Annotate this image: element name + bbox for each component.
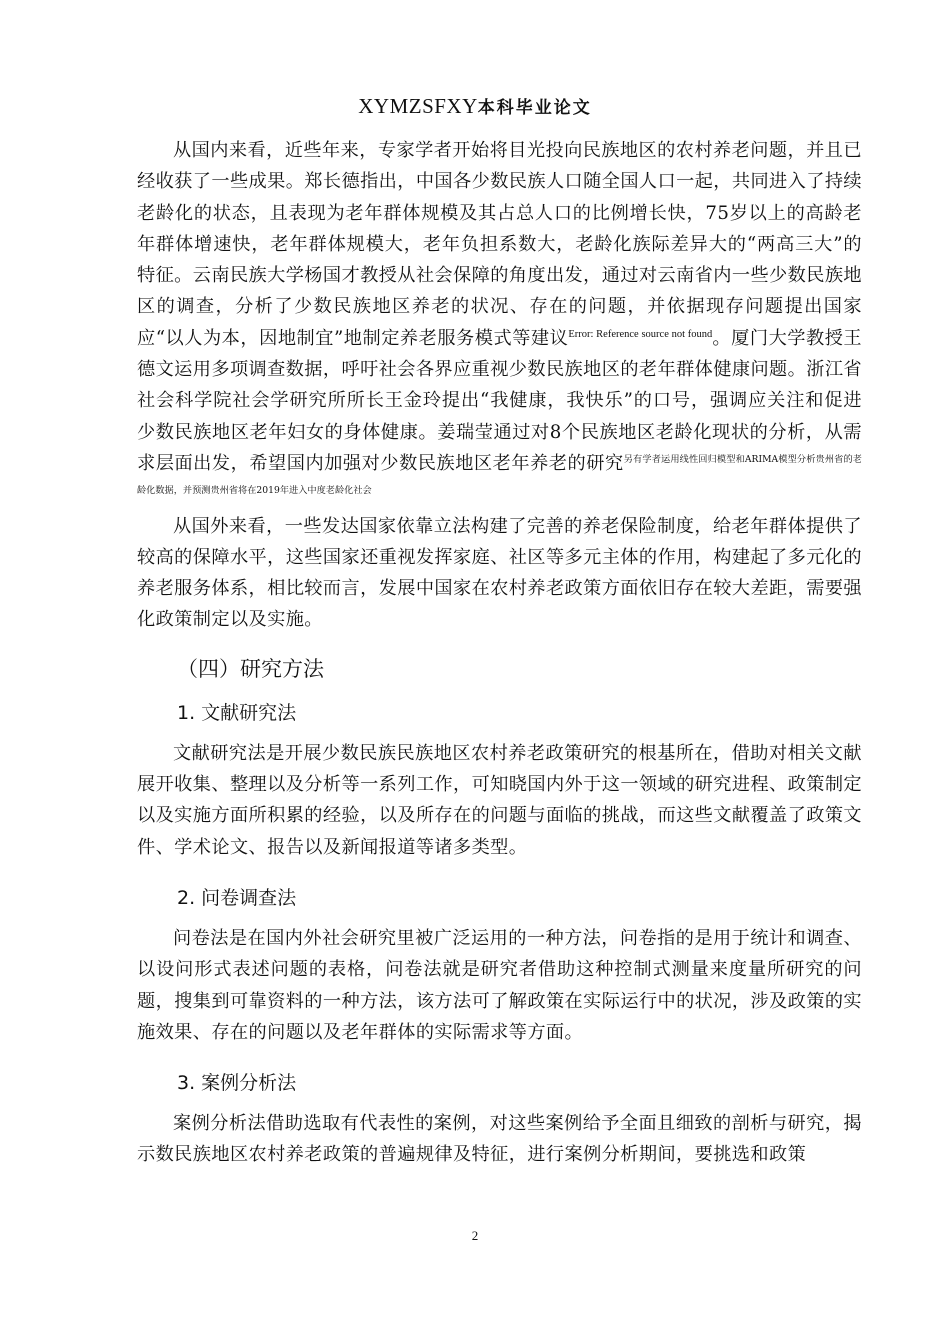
paragraph-domestic-research — [137, 135, 862, 511]
header-title: 本科毕业论文 — [477, 98, 592, 118]
header-code: XYMZSFXY — [358, 94, 478, 118]
subheading-case-analysis-method: 3. 案例分析法 — [177, 1072, 297, 1095]
body-text — [137, 135, 862, 1171]
inline-footnote: 另有学者运用线性回归模型和ARIMA模型分析贵州省的老龄化数据，并预测贵州省将在2019年进入中度老龄化社会 — [137, 453, 862, 497]
subheading-literature-method: 1. 文献研究法 — [177, 701, 297, 724]
page-number: 2 — [471, 1228, 479, 1243]
paragraph-text: 从国内来看，近些年来，专家学者开始将目光投向民族地区的农村养老问题，并且已经收获了一些成果。郑长德指出，中国各少数民族人口随全国人口一起，共同进入了持续老龄化的状态，且表现为老年群体规模及其占总人口的比例增长快，75岁以上的高龄老年群体增速快，老年群体规模大，老年负担系数大，老龄化族际差异大的“两高三大”的特征。云南民族大学杨国才教授从社会保障的角度出发，通过对云南省内一些少数民族地区的调查，分析了少数民族地区养老的状况、存在的问题，并依据现存问题提出国家应“以人为本，因地制宜”地制定养老服务模式等建议 — [137, 140, 862, 349]
paragraph-foreign-research: 从国外来看，一些发达国家依靠立法构建了完善的养老保险制度，给老年群体提供了较高的保障水平，这些国家还重视发挥家庭、社区等多元主体的作用，构建起了多元化的养老服务体系，相比较而言，发展中国家在农村养老政策方面依旧存在较大差距，需要强化政策制定以及实施。 — [137, 515, 862, 631]
reference-error-marker: Error: Reference source not found — [568, 328, 713, 340]
paragraph-case-analysis-method: 案例分析法借助选取有代表性的案例，对这些案例给予全面且细致的剖析与研究，揭示数民族地区农村养老政策的普遍规律及特征，进行案例分析期间，要挑选和政策 — [137, 1113, 862, 1166]
paragraph-text-continued: 。厦门大学教授王德文运用多项调查数据，呼吁社会各界应重视少数民族地区的老年群体健康问题。浙江省社会科学院社会学研究所所长王金玲提出“我健康，我快乐”的口号，强调应关注和促进少数民族地区老年妇女的身体健康。姜瑞莹通过对8个民族地区老龄化现状的分析，从需求层面出发，希望国内加强对少数民族地区老年养老的研究 — [137, 327, 863, 474]
paragraph-questionnaire-method: 问卷法是在国内外社会研究里被广泛运用的一种方法，问卷指的是用于统计和调查、以设问形式表述问题的表格，问卷法就是研究者借助这种控制式测量来度量所研究的问题，搜集到可靠资料的一种方法，该方法可了解政策在实际运行中的状况，涉及政策的实施效果、存在的问题以及老年群体的实际需求等方面。 — [137, 927, 862, 1043]
subheading-questionnaire-method: 2. 问卷调查法 — [177, 886, 297, 909]
paragraph-literature-method: 文献研究法是开展少数民族民族地区农村养老政策研究的根基所在，借助对相关文献展开收集、整理以及分析等一系列工作，可知晓国内外于这一领域的研究进程、政策制定以及实施方面所积累的经验，以及所存在的问题与面临的挑战，而这些文献覆盖了政策文件、学术论文、报告以及新闻报道等诸多类型。 — [137, 742, 862, 858]
section-heading-methods: （四）研究方法 — [177, 656, 324, 681]
running-header — [0, 94, 950, 120]
